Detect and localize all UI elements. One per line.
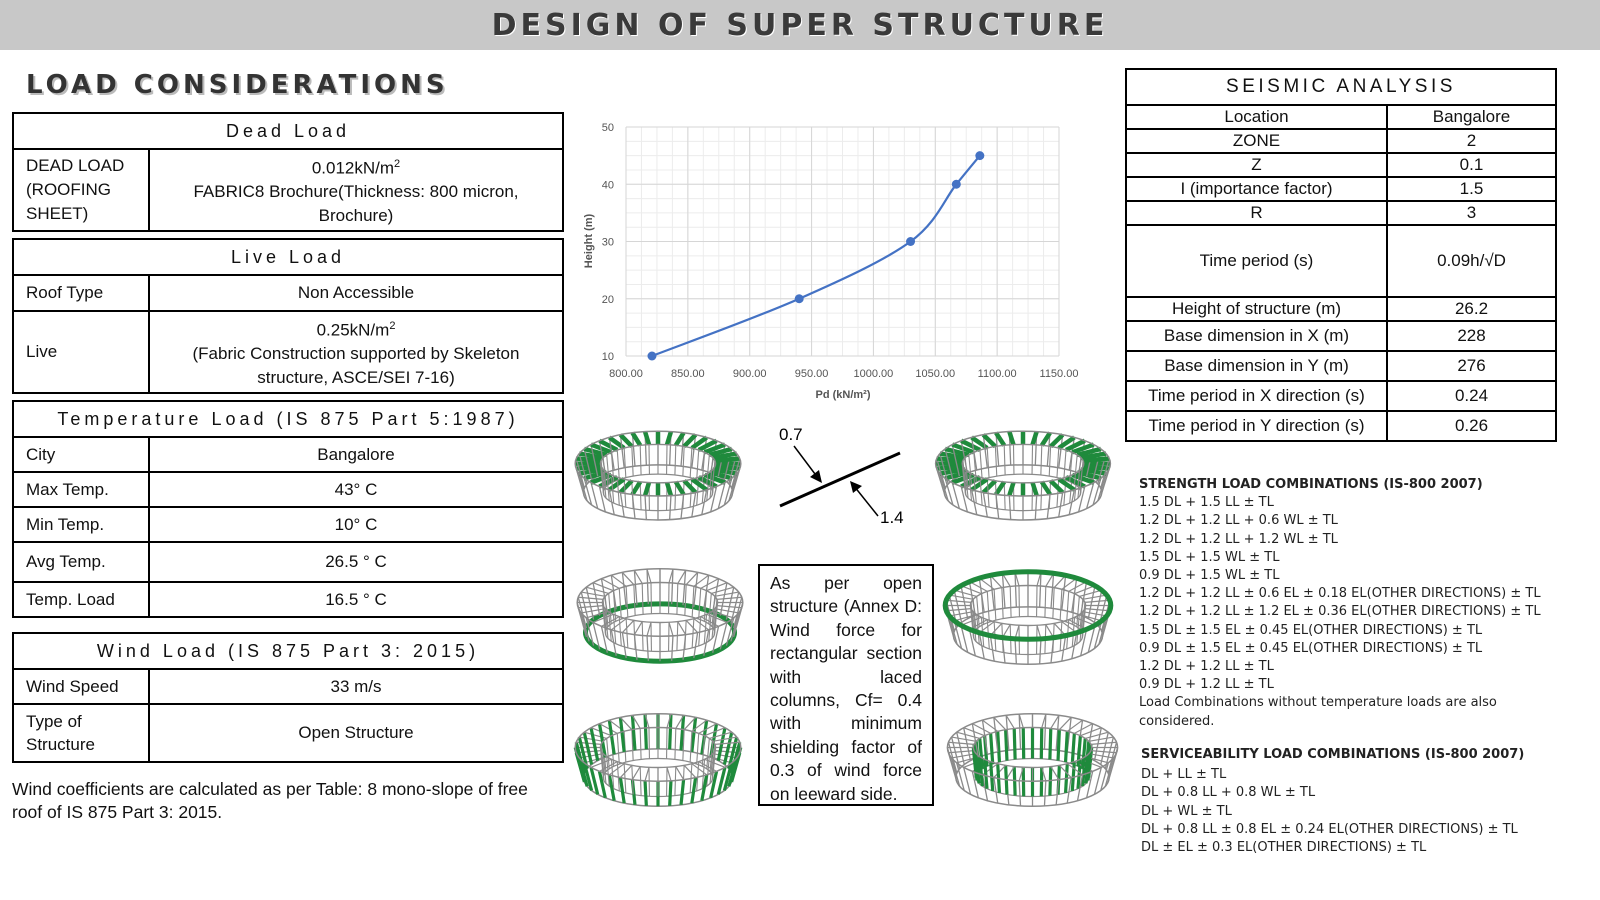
strength-list	[1139, 494, 1589, 694]
outer-column	[983, 492, 987, 516]
outer-column	[979, 578, 984, 612]
chart-y-axis-label: Height (m)	[583, 213, 595, 269]
strength-combination-item: 1.5 DL + 1.5 WL ± TL	[1139, 549, 1280, 565]
outer-column	[611, 575, 616, 609]
inner-column	[619, 588, 621, 619]
roof-member	[667, 483, 671, 496]
x-tick-label: 1000.00	[853, 368, 894, 380]
wind-load-header: Wind Load (IS 875 Part 3: 2015)	[13, 633, 563, 669]
live-label: Live	[13, 311, 149, 393]
seismic-value: Bangalore	[1387, 105, 1556, 129]
temp-row-value: 16.5 ° C	[149, 582, 563, 617]
temp-row-label: Avg Temp.	[13, 542, 149, 582]
outer-column	[609, 720, 614, 754]
inner-column	[998, 731, 1000, 762]
inner-column	[640, 445, 641, 475]
seismic-label: R	[1126, 201, 1387, 225]
inner-column	[1067, 591, 1069, 622]
roof-member	[1091, 742, 1117, 744]
inner-column	[626, 586, 628, 617]
roof-member	[686, 620, 697, 632]
live-load-table	[12, 238, 564, 394]
roof-member	[949, 595, 973, 599]
strength-combination-item: 1.5 DL + 1.5 LL ± TL	[1139, 495, 1274, 511]
outer-column	[645, 496, 646, 520]
inner-column	[697, 733, 699, 764]
outer-column	[670, 496, 671, 520]
inner-column	[642, 583, 643, 614]
roof-member	[678, 622, 686, 635]
model-view-2	[928, 418, 1118, 538]
serviceability-combination-item: DL + 0.8 LL ± 0.8 EL ± 0.24 EL(OTHER DIRECTIONS) ± TL	[1141, 821, 1518, 837]
outer-column	[599, 487, 605, 512]
inner-column	[634, 585, 635, 616]
outer-column	[672, 636, 673, 661]
upper-arrow	[794, 446, 818, 478]
seismic-value: 276	[1387, 351, 1556, 381]
inner-column	[1060, 589, 1062, 620]
roof-member	[952, 737, 977, 741]
data-point	[975, 151, 984, 160]
inner-column	[1072, 733, 1074, 764]
data-point	[906, 237, 915, 246]
inner-column	[987, 591, 989, 622]
seismic-label: Height of structure (m)	[1126, 297, 1387, 321]
data-point	[795, 294, 804, 303]
y-tick-label: 40	[601, 179, 614, 192]
roof-member	[715, 459, 740, 461]
outer-column	[1062, 636, 1066, 661]
y-tick-label: 50	[601, 122, 614, 134]
page-title: DESIGN OF SUPER STRUCTURE	[491, 7, 1109, 43]
seismic-header: SEISMIC ANALYSIS	[1126, 69, 1556, 105]
model-view-5	[568, 700, 748, 825]
seismic-label: I (importance factor)	[1126, 177, 1387, 201]
temp-row-label: Max Temp.	[13, 472, 149, 507]
serviceability-combination-item: DL + LL ± TL	[1141, 767, 1227, 783]
inner-column	[677, 583, 678, 614]
temp-row-value: 10° C	[149, 507, 563, 542]
outer-column	[711, 771, 717, 797]
inner-column	[685, 585, 686, 616]
model-view-6	[940, 700, 1125, 825]
inner-column	[617, 450, 619, 479]
outer-column	[694, 633, 698, 658]
roof-member	[581, 592, 605, 596]
roof-member	[634, 622, 642, 635]
inner-column	[697, 450, 699, 479]
roof-member	[632, 482, 640, 495]
outer-column	[961, 487, 967, 512]
seismic-analysis-table	[1125, 68, 1557, 442]
page-banner	[0, 0, 1600, 50]
roof-member	[948, 742, 974, 744]
outer-column	[1067, 778, 1071, 803]
temp-row-label: Min Temp.	[13, 507, 149, 542]
inner-column	[1006, 730, 1007, 761]
roof-member	[632, 767, 640, 780]
y-tick-label: 20	[601, 293, 614, 306]
inner-column	[632, 446, 633, 476]
outer-column	[1059, 492, 1063, 516]
seismic-label: Time period in Y direction (s)	[1126, 411, 1387, 441]
lower-arrow	[854, 486, 878, 516]
upper-coefficient: 0.7	[779, 425, 803, 444]
lower-arrow-head	[850, 481, 862, 493]
seismic-value: 228	[1387, 321, 1556, 351]
outer-column	[711, 487, 717, 512]
inner-column	[699, 588, 701, 619]
outer-column	[990, 575, 994, 610]
inner-column	[1049, 446, 1050, 476]
seismic-value: 3	[1387, 201, 1556, 225]
outer-column	[692, 778, 696, 803]
outer-column	[990, 636, 994, 661]
roof-member	[676, 767, 684, 780]
roof-member	[1083, 459, 1109, 461]
wind-speed-label: Wind Speed	[13, 669, 149, 704]
inner-column	[1053, 588, 1054, 619]
outer-column	[620, 492, 624, 516]
dead-load-table	[12, 112, 564, 232]
temperature-load-table	[12, 400, 564, 618]
inner-column	[692, 586, 694, 617]
inner-column	[624, 448, 626, 478]
dead-load-header: Dead Load	[13, 113, 563, 149]
strength-combination-item: 0.9 DL + 1.2 LL ± TL	[1139, 677, 1274, 693]
x-tick-label: 850.00	[671, 368, 705, 380]
roof-member	[715, 592, 739, 596]
model-view-3	[570, 555, 750, 680]
outer-column	[1040, 639, 1041, 664]
data-point	[952, 180, 961, 189]
strength-combination-item: 1.5 DL ± 1.5 EL ± 0.45 EL(OTHER DIRECTIONS) ± TL	[1139, 622, 1483, 638]
roof-member	[645, 483, 649, 496]
x-tick-label: 1050.00	[915, 368, 956, 380]
inner-column	[1014, 728, 1015, 759]
inner-column	[1010, 586, 1011, 617]
model-view-4	[938, 558, 1118, 683]
seismic-label: Base dimension in X (m)	[1126, 321, 1387, 351]
roof-member	[620, 765, 631, 777]
outer-column	[692, 492, 696, 516]
strength-combination-item: 1.2 DL + 1.2 LL ± 0.6 EL ± 0.18 EL(OTHER DIRECTIONS) ± TL	[1139, 586, 1541, 602]
roof-member	[1042, 482, 1050, 495]
strength-combination-item: 0.9 DL + 1.5 WL ± TL	[1139, 568, 1280, 584]
roof-member	[676, 482, 684, 495]
height-pressure-chart	[575, 110, 1105, 410]
temp-row-value: Bangalore	[149, 437, 563, 472]
roof-member	[1009, 483, 1013, 496]
wind-load-table	[12, 632, 564, 763]
structure-type-value: Open Structure	[149, 704, 563, 762]
roof-member	[579, 737, 603, 741]
seismic-value: 1.5	[1387, 177, 1556, 201]
inner-column	[1064, 450, 1066, 479]
outer-column	[1035, 496, 1036, 520]
seismic-label: Base dimension in Y (m)	[1126, 351, 1387, 381]
y-tick-label: 30	[601, 236, 614, 249]
x-tick-label: 950.00	[794, 368, 829, 380]
inner-column	[683, 446, 684, 476]
outer-column	[620, 717, 624, 752]
outer-column	[694, 572, 698, 607]
x-tick-label: 900.00	[732, 368, 767, 380]
outer-column	[645, 781, 646, 806]
inner-column	[991, 733, 993, 764]
temp-row-value: 43° C	[149, 472, 563, 507]
seismic-label: Time period in X direction (s)	[1126, 381, 1387, 411]
seismic-value: 0.26	[1387, 411, 1556, 441]
serviceability-combination-item: DL + 0.8 LL + 0.8 WL ± TL	[1141, 785, 1316, 801]
wind-force-note-box: As per open structure (Annex D: Wind force for rectangular section with laced columns, Cf= 0.4 with minimum shielding factor of 0.3 of wind force on leeward side.	[758, 564, 934, 806]
x-tick-label: 1100.00	[977, 368, 1017, 380]
wind-coefficient-note: Wind coefficients are calculated as per Table: 8 mono-slope of free roof of IS 875 Part 3: 2015.	[12, 779, 528, 822]
roof-member	[949, 612, 973, 616]
x-tick-label: 1150.00	[1039, 368, 1079, 380]
roof-member	[622, 620, 633, 632]
outer-column	[622, 633, 626, 658]
section-title: LOAD CONSIDERATIONS	[26, 70, 449, 100]
roof-member	[1089, 737, 1114, 741]
seismic-value: 0.1	[1387, 153, 1556, 177]
temp-row-label: Temp. Load	[13, 582, 149, 617]
inner-column	[640, 728, 641, 759]
roof-member	[645, 767, 649, 781]
inner-column	[617, 733, 619, 764]
inner-column	[1058, 730, 1059, 761]
outer-column	[670, 781, 671, 806]
inner-column	[1045, 586, 1046, 617]
outer-column	[1062, 575, 1066, 610]
lower-coefficient: 1.4	[880, 508, 904, 527]
roof-member	[1033, 483, 1037, 496]
serviceability-title: SERVICEABILITY LOAD COMBINATIONS (IS-800 2007)	[1141, 747, 1525, 762]
roof-member	[1089, 754, 1114, 758]
roof-member	[667, 767, 671, 781]
outer-column	[1015, 639, 1016, 664]
live-load-header: Live Load	[13, 239, 563, 275]
seismic-label: ZONE	[1126, 129, 1387, 153]
temp-row-value: 26.5 ° C	[149, 542, 563, 582]
chart-grid	[626, 127, 1059, 356]
roof-type-value: Non Accessible	[149, 275, 563, 311]
serviceability-list	[1141, 766, 1591, 857]
strength-combination-item: 1.2 DL + 1.2 LL ± TL	[1139, 659, 1274, 675]
seismic-label: Location	[1126, 105, 1387, 129]
seismic-label: Time period (s)	[1126, 225, 1387, 297]
outer-column	[1079, 487, 1085, 512]
upper-arrow-head	[810, 470, 822, 483]
strength-note-line: considered.	[1139, 713, 1215, 729]
strength-note-line: Load Combinations without temperature loads are also	[1139, 695, 1497, 711]
x-tick-label: 800.00	[609, 368, 643, 380]
roof-member	[647, 622, 651, 636]
outer-column	[994, 778, 998, 803]
roof-member	[996, 482, 1004, 495]
y-tick-label: 10	[601, 351, 614, 363]
inner-column	[1041, 445, 1042, 475]
outer-column	[692, 717, 696, 752]
outer-column	[1019, 781, 1020, 806]
outer-column	[1044, 781, 1045, 806]
serviceability-combination-item: DL ± EL ± 0.3 EL(OTHER DIRECTIONS) ± TL	[1141, 840, 1427, 856]
chart-x-axis-label: Pd (kN/m²)	[815, 389, 871, 401]
roof-member	[669, 622, 673, 636]
seismic-value: 2	[1387, 129, 1556, 153]
roof-type-label: Roof Type	[13, 275, 149, 311]
outer-column	[647, 636, 648, 661]
wind-speed-value: 33 m/s	[149, 669, 563, 704]
inner-column	[987, 448, 989, 478]
strength-combinations	[1139, 476, 1589, 731]
outer-column	[1009, 496, 1010, 520]
inner-column	[980, 450, 982, 479]
dead-load-label: DEAD LOAD (ROOFING SHEET)	[13, 149, 149, 231]
seismic-label: Z	[1126, 153, 1387, 177]
strength-title: STRENGTH LOAD COMBINATIONS (IS-800 2007)	[1139, 477, 1483, 492]
model-view-1	[568, 418, 748, 538]
temp-row-label: City	[13, 437, 149, 472]
seismic-value: 26.2	[1387, 297, 1556, 321]
inner-column	[675, 728, 676, 759]
roof-member	[717, 597, 742, 599]
inner-column	[1004, 445, 1005, 475]
inner-column	[995, 446, 996, 476]
roof-member	[1083, 612, 1107, 616]
wind-coefficient-diagram	[770, 420, 920, 535]
inner-column	[1066, 731, 1068, 762]
outer-column	[620, 778, 624, 803]
structure-type-label: Type of Structure	[13, 704, 149, 762]
seismic-value: 0.24	[1387, 381, 1556, 411]
live-value: $0.25kN/m^2$ (Fabric Construction supported by Skeleton structure, ASCE/SEI 7-16)	[149, 311, 563, 393]
inner-column	[690, 448, 692, 478]
inner-column	[1050, 728, 1051, 759]
serviceability-combinations	[1141, 746, 1591, 857]
outer-column	[681, 780, 684, 805]
inner-column	[994, 589, 996, 620]
roof-slope-line	[780, 453, 900, 506]
inner-column	[1002, 588, 1003, 619]
outer-column	[599, 771, 605, 797]
roof-member	[684, 765, 695, 777]
outer-column	[622, 572, 626, 607]
temperature-load-header: Temperature Load (IS 875 Part 5:1987)	[13, 401, 563, 437]
inner-column	[675, 445, 676, 475]
data-point	[647, 352, 656, 361]
inner-column	[1057, 448, 1059, 478]
roof-member	[1085, 600, 1110, 602]
strength-combination-item: 1.2 DL + 1.2 LL ± 1.2 EL ± 0.36 EL(OTHER DIRECTIONS) ± TL	[1139, 604, 1541, 620]
strength-combination-item: 0.9 DL ± 1.5 EL ± 0.45 EL(OTHER DIRECTIONS) ± TL	[1139, 640, 1483, 656]
dead-load-value: $0.012kN/m^2$ FABRIC8 Brochure(Thickness: 800 micron, Brochure)	[149, 149, 563, 231]
strength-combination-item: 1.2 DL + 1.2 LL + 0.6 WL ± TL	[1139, 513, 1338, 529]
seismic-value: 0.09h/√D	[1387, 225, 1556, 297]
roof-member	[1083, 595, 1107, 599]
roof-member	[713, 737, 737, 741]
strength-combination-item: 1.2 DL + 1.2 LL + 1.2 WL ± TL	[1139, 531, 1338, 547]
serviceability-combination-item: DL + WL ± TL	[1141, 803, 1232, 819]
